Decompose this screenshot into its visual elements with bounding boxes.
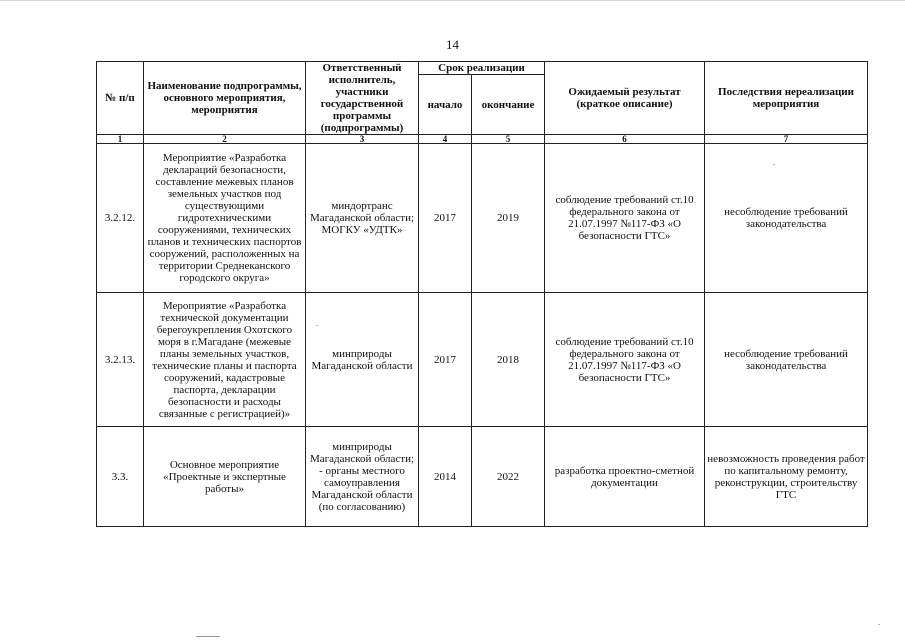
row-num: 3.2.13. [97,293,144,427]
table-row [97,427,868,527]
header-period: Срок реализации [419,62,545,75]
scan-mark [196,636,220,637]
row-num: 3.3. [97,427,144,527]
scan-speck [878,624,880,625]
row-result: разработка проектно-сметной документации [545,427,705,527]
row-num: 3.2.12. [97,144,144,293]
scan-edge-line [0,0,905,1]
table-row [97,144,868,293]
row-name: Основное мероприятие «Проектные и экспертные работы» [144,427,306,527]
row-result: соблюдение требований ст.10 федерального закона от 21.07.1997 №117-ФЗ «О безопасности ГТС» [545,144,705,293]
row-end: 2022 [472,427,545,527]
header-num: № п/п [97,62,144,135]
column-number: 2 [144,135,306,144]
header-name: Наименование подпрограммы, основного мероприятия, мероприятия [144,62,306,135]
scan-speck [773,164,775,165]
program-measures-table [96,61,868,527]
row-consequences: несоблюдение требований законодательства [705,144,868,293]
column-number: 6 [545,135,705,144]
row-end: 2018 [472,293,545,427]
table-row [97,293,868,427]
header-result: Ожидаемый результат (краткое описание) [545,62,705,135]
header-responsible: Ответственный исполнитель, участники государственной программы (подпрограммы) [306,62,419,135]
scan-speck [316,325,318,326]
row-result: соблюдение требований ст.10 федерального закона от 21.07.1997 №117-ФЗ «О безопасности ГТС» [545,293,705,427]
row-start: 2017 [419,293,472,427]
row-name: Мероприятие «Разработка деклараций безопасности, составление межевых планов земельных участков под существующими гидротехническими сооружениями, технических планов и технических паспортов сооружений, расположенных на территории Среднеканского городского округа» [144,144,306,293]
column-number: 7 [705,135,868,144]
row-consequences: невозможность проведения работ по капитальному ремонту, реконструкции, строительству ГТС [705,427,868,527]
header-row-top [97,62,868,75]
column-number: 3 [306,135,419,144]
row-responsible: минприроды Магаданской области; - органы местного самоуправления Магаданской области (по согласованию) [306,427,419,527]
column-number: 1 [97,135,144,144]
row-start: 2017 [419,144,472,293]
row-consequences: несоблюдение требований законодательства [705,293,868,427]
column-number-row [97,135,868,144]
header-end: окончание [472,75,545,135]
column-number: 5 [472,135,545,144]
row-name: Мероприятие «Разработка технической документации берегоукрепления Охотского моря в г.Магадане (межевые планы земельных участков, технические планы и паспорта сооружений, кадастровые паспорта, декларации безопасности и расходы связанные с регистрацией)» [144,293,306,427]
row-responsible: минприроды Магаданской области [306,293,419,427]
row-responsible: миндортранс Магаданской области; МОГКУ «УДТК» [306,144,419,293]
header-start: начало [419,75,472,135]
page-number: 14 [446,37,459,52]
column-number: 4 [419,135,472,144]
header-consequences: Последствия нереализации мероприятия [705,62,868,135]
row-end: 2019 [472,144,545,293]
row-start: 2014 [419,427,472,527]
